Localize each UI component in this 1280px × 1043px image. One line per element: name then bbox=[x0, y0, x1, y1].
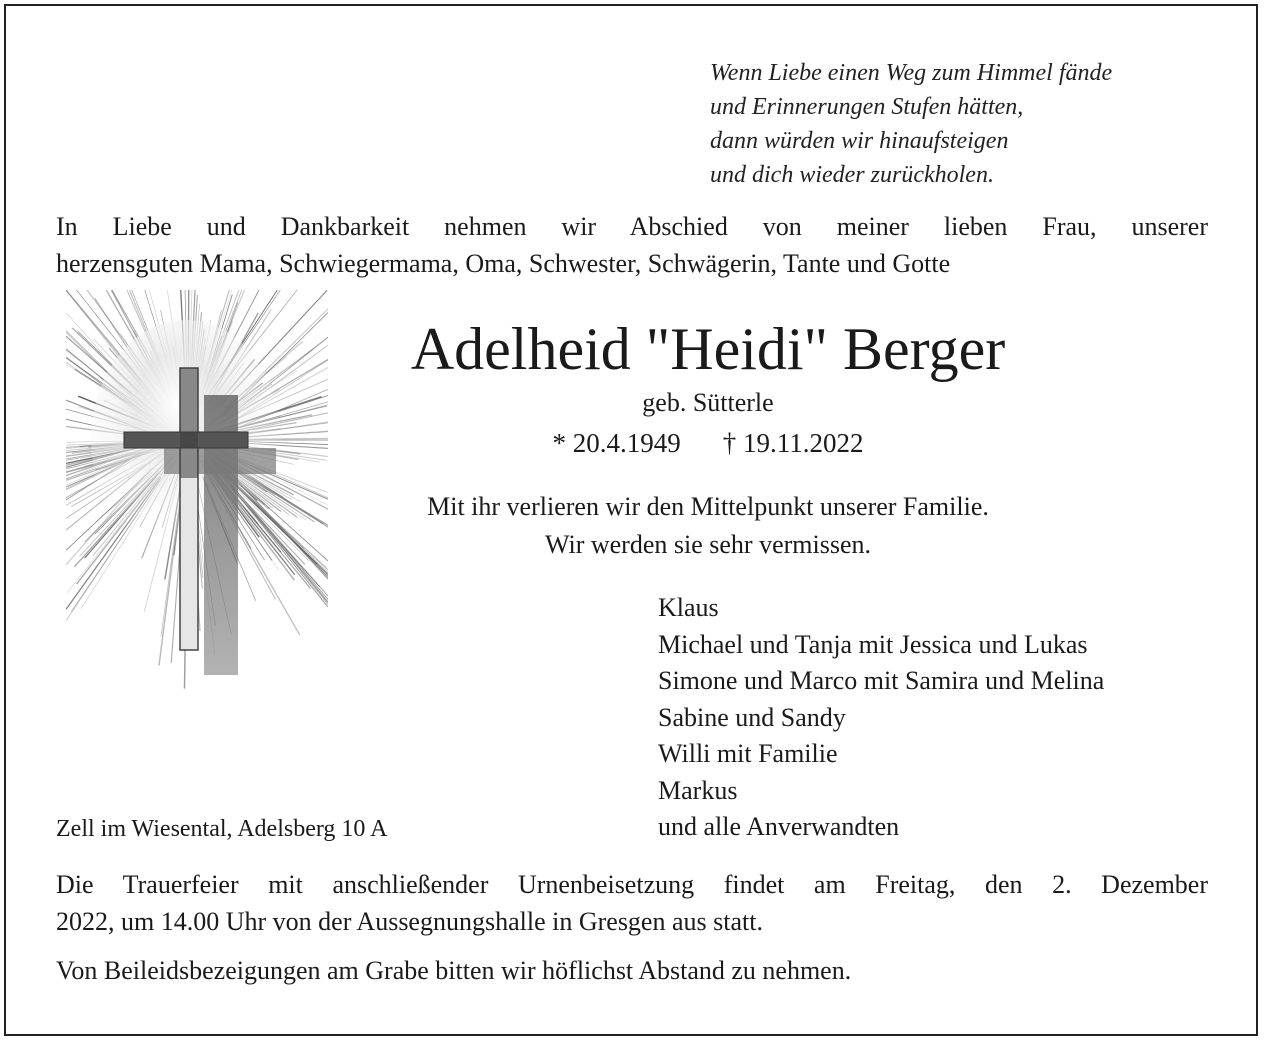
poem-line: dann würden wir hinaufsteigen bbox=[710, 128, 1009, 154]
intro-line: In Liebe und Dankbarkeit nehmen wir Abschied von meiner lieben Frau, unserer bbox=[56, 212, 1208, 241]
address: Zell im Wiesental, Adelsberg 10 A bbox=[56, 816, 388, 842]
memorial-message bbox=[358, 488, 1058, 564]
mourner: Klaus bbox=[658, 593, 719, 622]
mourners-list bbox=[658, 590, 1238, 846]
poem-line: und Erinnerungen Stufen hätten, bbox=[710, 94, 1024, 120]
message-line: Mit ihr verlieren wir den Mittelpunkt unserer Familie. bbox=[427, 492, 989, 521]
message-line: Wir werden sie sehr vermissen. bbox=[544, 530, 871, 559]
cross-upper-shade bbox=[180, 368, 198, 478]
birth-date: * 20.4.1949 bbox=[552, 428, 681, 458]
funeral-line: Die Trauerfeier mit anschließender Urnenbeisetzung findet am Freitag, den 2. Dezember bbox=[56, 870, 1208, 899]
deceased-name: Adelheid "Heidi" Berger bbox=[410, 316, 1006, 382]
poem bbox=[710, 56, 1230, 192]
mourner: Simone und Marco mit Samira und Melina bbox=[658, 666, 1105, 695]
intro-line: herzensguten Mama, Schwiegermama, Oma, Schwester, Schwägerin, Tante und Gotte bbox=[56, 249, 951, 278]
mourner: Markus bbox=[658, 775, 738, 805]
mourner: Michael und Tanja mit Jessica und Lukas bbox=[658, 629, 1088, 659]
life-dates bbox=[358, 424, 1058, 462]
funeral-line: 2022, um 14.00 Uhr von der Aussegnungshalle in Gresgen aus statt. bbox=[56, 907, 763, 936]
maiden-name: geb. Sütterle bbox=[642, 388, 774, 417]
funeral-notice bbox=[56, 866, 1208, 940]
mourner: und alle Anverwandten bbox=[658, 812, 900, 841]
cross-image bbox=[66, 290, 328, 726]
poem-line: und dich wieder zurückholen. bbox=[710, 162, 994, 188]
condolence-note: Von Beileidsbezeigungen am Grabe bitten wir höflichst Abstand zu nehmen. bbox=[56, 956, 852, 985]
poem-line: Wenn Liebe einen Weg zum Himmel fände bbox=[710, 60, 1113, 86]
mourner: Willi mit Familie bbox=[658, 739, 838, 768]
intro-text bbox=[56, 208, 1208, 282]
cross-with-rays-icon bbox=[66, 290, 328, 726]
death-date: † 19.11.2022 bbox=[722, 428, 864, 458]
mourner: Sabine und Sandy bbox=[658, 702, 846, 732]
